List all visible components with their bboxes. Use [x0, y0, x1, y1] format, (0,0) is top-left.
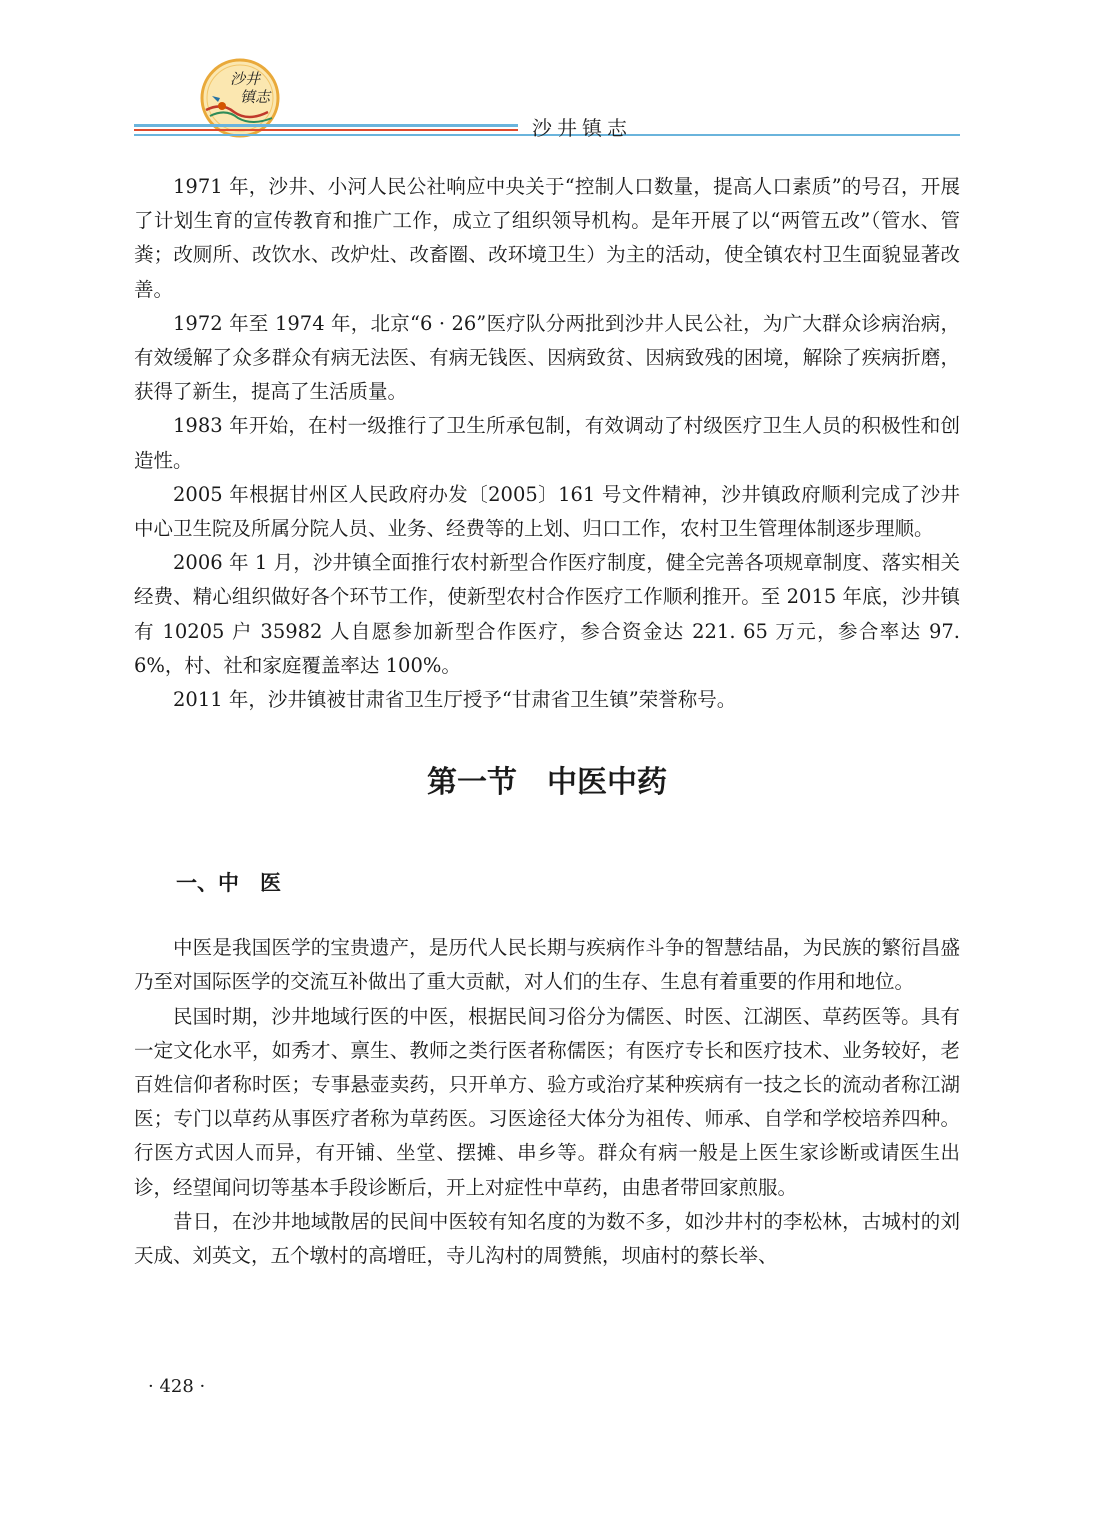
header-rule-red [134, 129, 518, 131]
section-title: 第一节 中医中药 [427, 765, 667, 801]
header-rule-blue-top [134, 124, 518, 127]
paragraph: 昔日，在沙井地域散居的民间中医较有知名度的为数不多，如沙井村的李松林，古城村的刘天成、刘英文，五个墩村的高增旺，寺儿沟村的周赞熊，坝庙村的蔡长举、 [134, 1209, 960, 1268]
page-header [0, 0, 1093, 150]
subsection-title: 一、中 医 [176, 871, 281, 896]
page-body [134, 170, 960, 1273]
paragraph: 2011 年，沙井镇被甘肃省卫生厅授予“甘肃省卫生镇”荣誉称号。 [173, 688, 737, 712]
book-title: 沙井镇志 [532, 116, 632, 140]
paragraph: 1983 年开始，在村一级推行了卫生所承包制，有效调动了村级医疗卫生人员的积极性和创造性。 [134, 414, 960, 472]
paragraph: 1971 年，沙井、小河人民公社响应中央关于“控制人口数量，提高人口素质”的号召，开展了计划生育的宣传教育和推广工作，成立了组织领导机构。是年开展了以“两管五改”（管水、管粪；改厕所、改饮水、改炉灶、改畜圈、改环境卫生）为主的活动，使全镇农村卫生面貌显著改善。 [134, 175, 960, 301]
logo-text-line2: 镇志 [240, 88, 271, 106]
page-number: · 428 · [148, 1376, 206, 1397]
paragraph: 民国时期，沙井地域行医的中医，根据民间习俗分为儒医、时医、江湖医、草药医等。具有一定文化水平，如秀才、禀生、教师之类行医者称儒医；有医疗专长和医疗技术、业务较好，老百姓信仰者称时医；专事悬壶卖药，只开单方、验方或治疗某种疾病有一技之长的流动者称江湖医；专门以草药从事医疗者称为草药医。习医途径大体分为祖传、师承、自学和学校培养四种。行医方式因人而异，有开铺、坐堂、摆摊、串乡等。群众有病一般是上医生家诊断或请医生出诊，经望闻问切等基本手段诊断后，开上对症性中草药，由患者带回家煎服。 [134, 1004, 960, 1199]
logo-text-line1: 沙井 [230, 70, 261, 88]
paragraph: 2006 年 1 月，沙井镇全面推行农村新型合作医疗制度，健全完善各项规章制度、落实相关经费、精心组织做好各个环节工作，使新型农村合作医疗工作顺利推开。至 2015 年底，沙井镇有 10205 户 35982 人自愿参加新型合作医疗，参合资金达 221. 65 万元，参合率达 97. 6%，村、社和家庭覆盖率达 100%。 [134, 551, 960, 677]
paragraph: 1972 年至 1974 年，北京“6 · 26”医疗队分两批到沙井人民公社，为广大群众诊病治病，有效缓解了众多群众有病无法医、有病无钱医、因病致贫、因病致残的困境，解除了疾病折磨，获得了新生，提高了生活质量。 [134, 311, 960, 404]
paragraph: 中医是我国医学的宝贵遗产，是历代人民长期与疾病作斗争的智慧结晶，为民族的繁衍昌盛乃至对国际医学的交流互补做出了重大贡献，对人们的生存、生息有着重要的作用和地位。 [134, 936, 960, 994]
paragraph: 2005 年根据甘州区人民政府办发〔2005〕161 号文件精神，沙井镇政府顺利完成了沙井中心卫生院及所属分院人员、业务、经费等的上划、归口工作，农村卫生管理体制逐步理顺。 [134, 482, 960, 541]
